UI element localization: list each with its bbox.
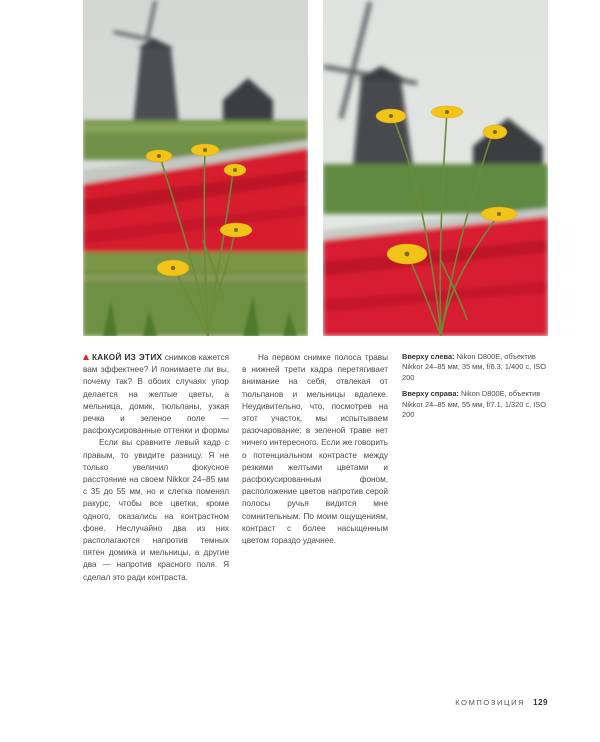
page-footer xyxy=(455,698,548,707)
lead-in: КАКОЙ ИЗ ЭТИХ xyxy=(92,353,163,362)
text-column-2 xyxy=(242,352,388,547)
caption-label: Вверху справа: xyxy=(402,389,459,399)
red-triangle-icon xyxy=(83,354,89,360)
paragraph-text: снимков кажется вам эффектнее? И понимаете ли вы, почему так? В обоих случаях упор делается на желтые цветы, а мельница, домик, тюльпаны, узкая речка и зеленое поле — расфокусированные оттенки и формы xyxy=(83,353,230,436)
text-column-1 xyxy=(83,352,229,584)
caption-label: Вверху слева: xyxy=(402,352,455,361)
caption-text: Nikon D800E, объектив Nikkor 24–85 мм, 35 мм, f/6.3, 1/400 с, ISO 200 xyxy=(402,352,546,382)
paragraph xyxy=(83,352,229,437)
paragraph: На первом снимке полоса травы в нижней трети кадра перетягивает внимание на себя, отвлекая от тюльпанов и мельницы вдалеке. Неудивительно, что, посмотрев на этот участок, мы испытываем разочарование: в зеленой траве нет ничего интересного. Если же говорить о потенциальном контрасте между резкими желтыми цветами и расфокусированным фоном, расположение цветов напротив серой полосы ручья видится мне сомнительным. По моим ощущениям, контраст с более насыщенным цветом гораздо удачнее. xyxy=(242,353,388,546)
photo-right xyxy=(323,0,548,336)
page-number: 129 xyxy=(533,698,548,707)
paragraph: Если вы сравните левый кадр с правым, то увидите разницу. Я не только увеличил фокусное расстояние на своем Nikkor 24–85 мм с 35 до 55 мм, но и слегка поменял ракурс, чтобы все цветки, кроме одного, оказались на контрастном фоне. Неслучайно два из них располагаются напротив темных пятен домика и мельницы, а другие два — напротив красного поля. Я сделал это ради контраста. xyxy=(83,438,229,582)
caption-top-right xyxy=(402,389,548,420)
caption-top-left xyxy=(402,352,548,383)
captions-column xyxy=(402,352,548,426)
photo-left xyxy=(83,0,308,336)
caption-text: Nikon D800E, объектив Nikkor 24–85 мм, 55 мм, f/7.1, 1/320 с, ISO 200 xyxy=(402,389,546,420)
section-name: КОМПОЗИЦИЯ xyxy=(455,698,526,707)
